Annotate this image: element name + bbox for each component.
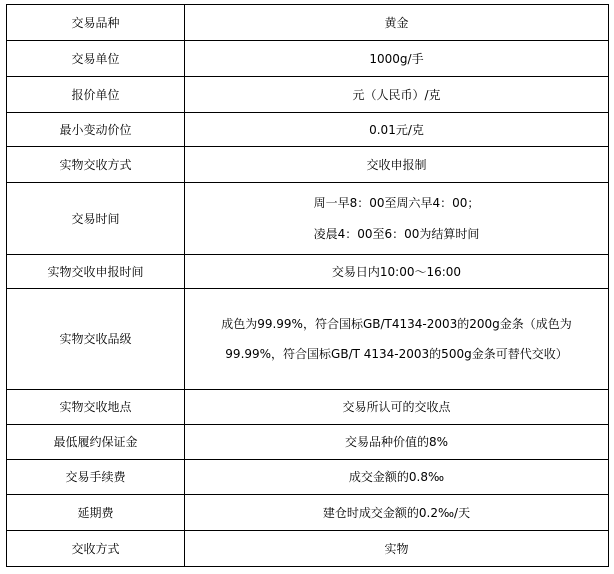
row-value-line: 成交金额的0.8‰ [348,470,445,484]
table-row [7,531,609,567]
row-label: 实物交收方式 [7,147,185,183]
row-value-line: 周一早8：00至周六早4：00； [313,196,480,210]
table-row [7,390,609,425]
table-row [7,425,609,460]
row-label: 实物交收品级 [7,289,185,390]
row-label: 实物交收申报时间 [7,255,185,289]
row-label: 交易单位 [7,41,185,77]
table-row [7,183,609,255]
row-value-line: 实物 [384,541,409,556]
table-row [7,5,609,41]
row-value [185,183,609,255]
row-value-line: 建仓时成交金额的0.2‰/天 [322,505,471,520]
row-value [185,289,609,390]
row-value-line: 交易日内10:00～16:00 [331,264,462,279]
row-value [185,255,609,289]
row-value-line: 成色为99.99%，符合国标GB/T4134-2003的200g金条（成色为 [221,317,572,331]
row-value-line: 99.99%，符合国标GB/T 4134-2003的500g金条可替代交收） [225,347,568,361]
table-row [7,495,609,531]
row-value [185,113,609,147]
row-label: 延期费 [7,495,185,531]
row-value [185,390,609,425]
table-row [7,147,609,183]
row-value-line: 元（人民币）/克 [352,87,441,102]
table-row [7,460,609,495]
row-label: 实物交收地点 [7,390,185,425]
row-label: 交易手续费 [7,460,185,495]
row-label: 最低履约保证金 [7,425,185,460]
table-row [7,289,609,390]
row-value-line: 交收申报制 [366,157,427,172]
row-value [185,147,609,183]
table-row [7,255,609,289]
row-label: 报价单位 [7,77,185,113]
row-value-line: 凌晨4：00至6：00为结算时间 [313,227,480,241]
table-row [7,77,609,113]
gold-contract-spec-table [6,4,609,567]
row-value [185,5,609,41]
table-row [7,41,609,77]
row-value-line: 黄金 [384,15,409,30]
row-value-line: 交易所认可的交收点 [342,400,451,414]
row-label: 最小变动价位 [7,113,185,147]
row-value [185,460,609,495]
row-label: 交收方式 [7,531,185,567]
row-label: 交易品种 [7,5,185,41]
row-value [185,41,609,77]
row-value-line: 1000g/手 [369,51,424,66]
row-value [185,531,609,567]
table-row [7,113,609,147]
row-value [185,425,609,460]
row-value-line: 交易品种价值的8% [344,435,449,449]
row-value-line: 0.01元/克 [369,122,424,137]
row-label: 交易时间 [7,183,185,255]
row-value [185,77,609,113]
row-value [185,495,609,531]
